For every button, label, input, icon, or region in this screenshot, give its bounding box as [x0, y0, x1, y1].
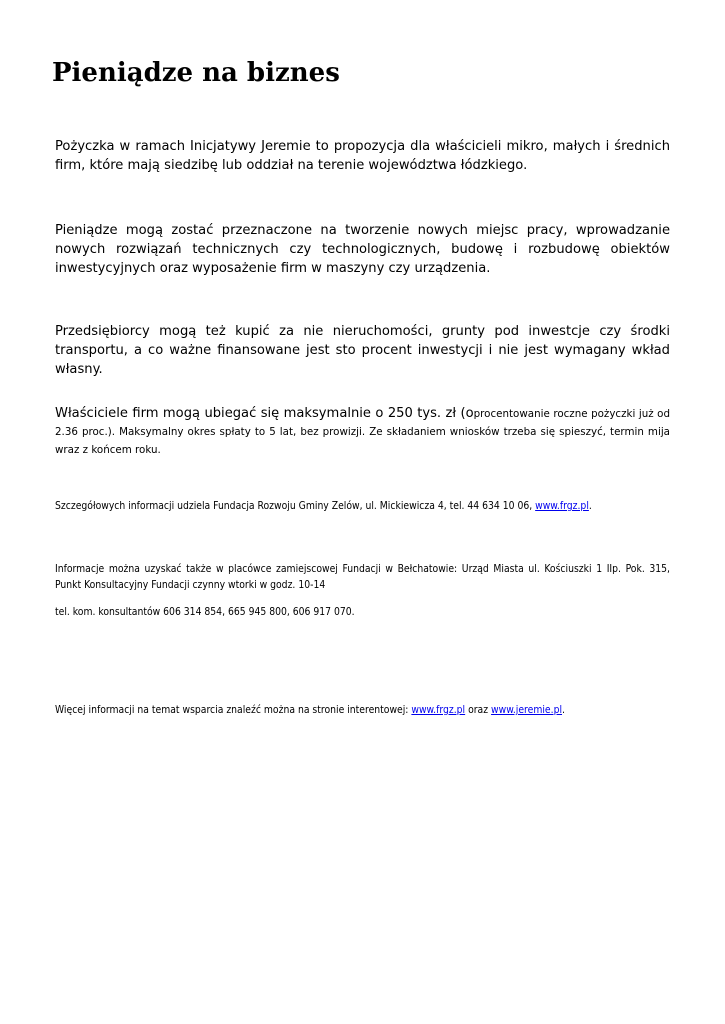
jeremie-link[interactable]: www.jeremie.pl: [491, 704, 563, 716]
paragraph-branch-office: Informacje można uzyskać także w placówce zamiejscowej Fundacji w Bełchatowie: Urząd Miasta ul. Kościuszki 1 IIp. Pok. 315, Punkt Konsultacyjny Fundacji czynny wtorki w godz. 10-14: [55, 563, 670, 591]
paragraph-consultants-phone: tel. kom. konsultantów 606 314 854, 665 945 800, 606 917 070.: [55, 606, 355, 618]
paragraph-real-estate: Przedsiębiorcy mogą też kupić za nie nieruchomości, grunty pod inwestcje czy środki transportu, a co ważne finansowane jest sto procent inwestycji i nie jest wymagany wkład własny.: [55, 324, 670, 377]
paragraph-loan-intro: Pożyczka w ramach Inicjatywy Jeremie to propozycja dla właścicieli mikro, małych i średnich firm, które mają siedzibę lub oddział na terenie województwa łódzkiego.: [55, 139, 670, 173]
more-info-end: .: [562, 704, 565, 716]
contact-info-text: Szczegółowych informacji udziela Fundacja Rozwoju Gminy Zelów, ul. Mickiewicza 4, tel. 44 634 10 06,: [55, 500, 536, 512]
frgz-link[interactable]: www.frgz.pl: [535, 500, 589, 512]
more-info-mid: oraz: [465, 704, 492, 716]
max-amount-text: Właściciele firm mogą ubiegać się maksymalnie o 250 tys. zł (o: [55, 406, 474, 421]
paragraph-contact-info: [55, 499, 670, 514]
terms-text: procentowanie roczne pożyczki już od 2.36 proc.). Maksymalny okres spłaty to 5 lat, bez prowizji. Ze składaniem wniosków trzeba się spieszyć, termin mija wraz z końcem roku.: [55, 408, 670, 456]
page-title: Pieniądze na biznes: [52, 58, 340, 88]
paragraph-purposes: Pieniądze mogą zostać przeznaczone na tworzenie nowych miejsc pracy, wprowadzanie nowych rozwiązań technicznych czy technologicznych, budowę i rozbudowę obiektów inwestycyjnych oraz wyposażenie firm w maszyny czy urządzenia.: [55, 223, 670, 276]
contact-info-end: .: [588, 500, 592, 512]
more-info-text: Więcej informacji na temat wsparcia znaleźć można na stronie interentowej:: [55, 704, 412, 716]
paragraph-max-amount: [55, 404, 670, 458]
frgz-link-2[interactable]: www.frgz.pl: [411, 704, 466, 716]
paragraph-more-info: [55, 703, 670, 718]
